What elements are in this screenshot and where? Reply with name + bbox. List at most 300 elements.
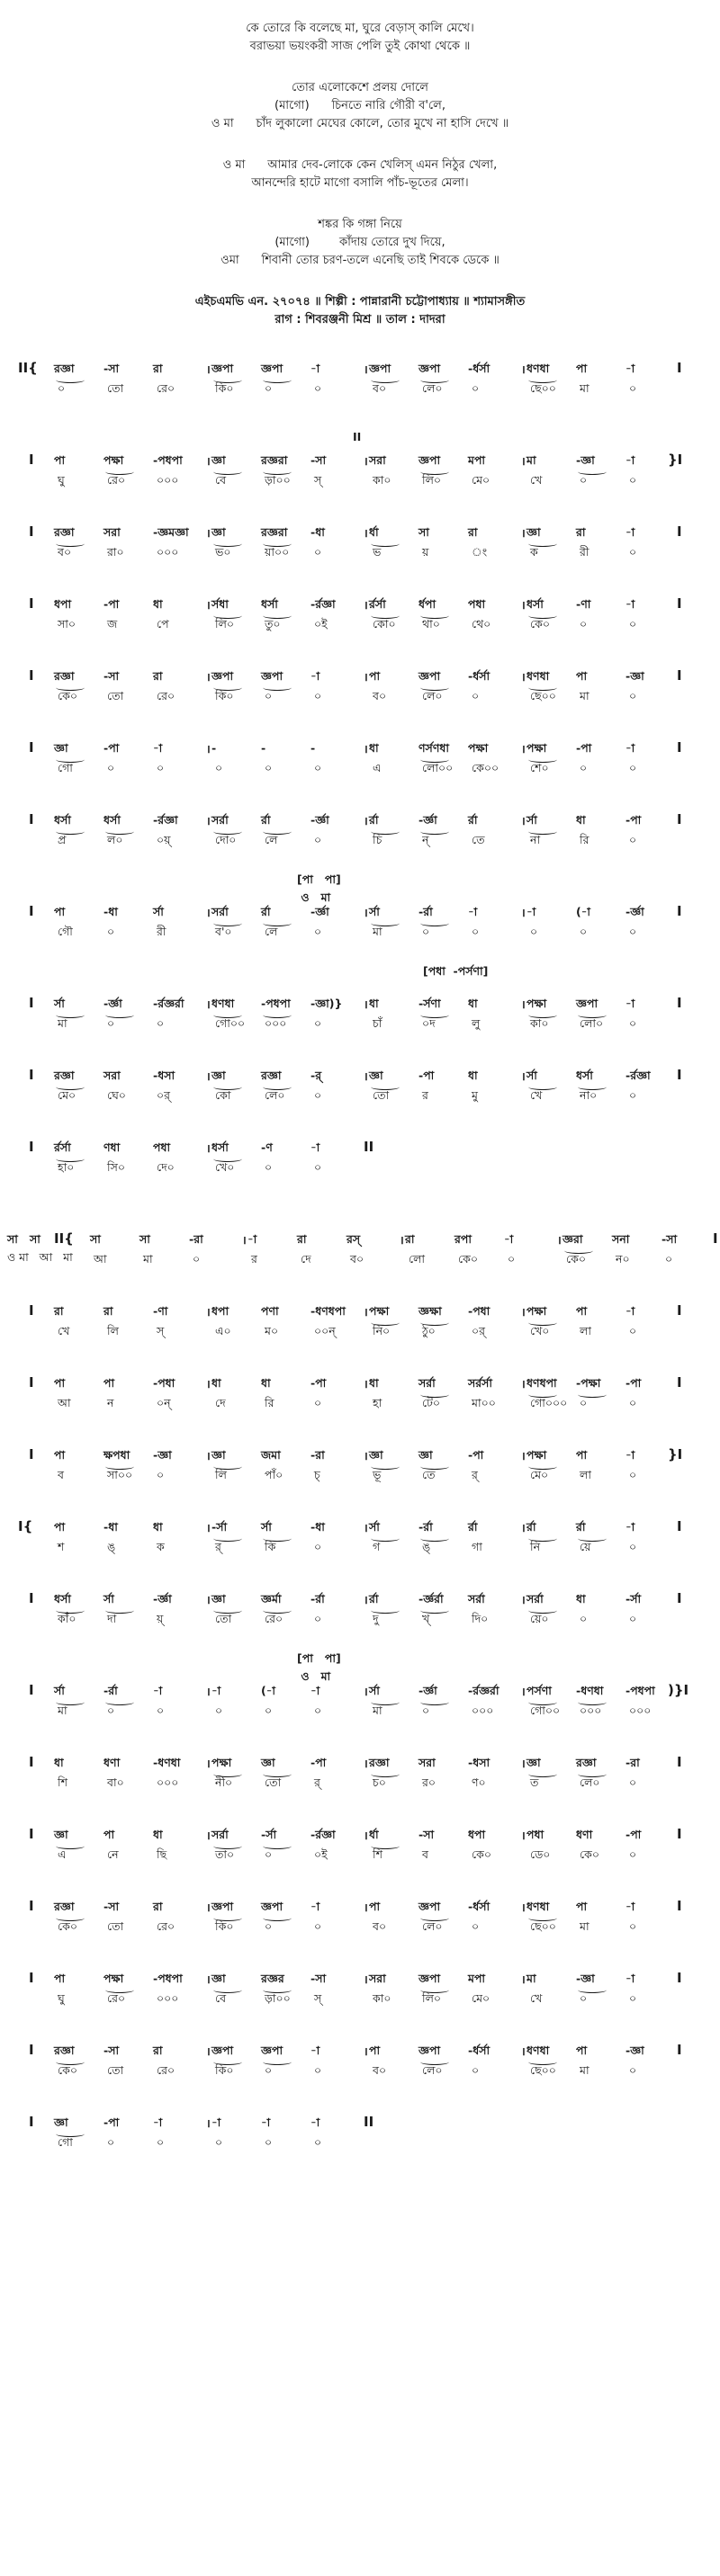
syllable-cell: রী bbox=[157, 925, 166, 938]
swara-cell: জ্ঞপা bbox=[261, 2044, 284, 2057]
bar-line: । bbox=[206, 598, 211, 612]
syllable-cell: ০ bbox=[629, 1396, 637, 1409]
swara-cell: র্সা bbox=[54, 1684, 65, 1697]
notation-system bbox=[0, 1507, 720, 1579]
swara-cell: -পধপা bbox=[153, 1972, 183, 1985]
swara-cell: পধা bbox=[153, 1140, 171, 1154]
syllable-row bbox=[0, 1160, 720, 1176]
swara-cell: -া bbox=[626, 362, 635, 375]
syllable-cell: জ bbox=[107, 617, 118, 631]
swara-cell: ধণধা bbox=[212, 997, 235, 1010]
swara-cell: ধা bbox=[369, 1376, 379, 1390]
swara-cell: র্রর্সা bbox=[369, 597, 386, 611]
swara-cell: র্রা bbox=[526, 1520, 536, 1534]
syllable-cell: মা bbox=[580, 2063, 590, 2077]
swara-cell: -র্ধর্সা bbox=[468, 2044, 490, 2057]
swara-cell: -ধসা bbox=[468, 1756, 490, 1769]
syllable-cell: কে০ bbox=[566, 1252, 586, 1266]
lyric-line: শঙ্কর কি গঙ্গা নিয়ে bbox=[318, 218, 402, 231]
bar-line: । bbox=[206, 1377, 211, 1391]
swara-cell: পক্ষা bbox=[104, 1972, 124, 1985]
swara-cell: ধা bbox=[468, 997, 478, 1010]
syllable-cell: তো bbox=[107, 2063, 124, 2077]
syllable-cell: গো bbox=[58, 2135, 73, 2149]
swara-cell: -র্জ্ঞা bbox=[310, 905, 329, 918]
syllable-cell: ঘে০ bbox=[107, 1088, 126, 1102]
swara-cell: -র্রা bbox=[418, 905, 433, 918]
syllable-cell: ০ bbox=[215, 761, 223, 774]
swara-cell: -া bbox=[626, 1520, 635, 1534]
bar-line: । bbox=[364, 670, 368, 684]
bar-line: I bbox=[29, 739, 34, 756]
syllable-cell: খে bbox=[58, 1324, 70, 1337]
syllable-row bbox=[0, 1847, 720, 1864]
lyric-stanza bbox=[0, 79, 720, 133]
swara-row bbox=[0, 1376, 720, 1392]
swara-cell: ধর্সা bbox=[54, 813, 71, 827]
syllable-cell: ০ bbox=[314, 833, 322, 846]
syllable-cell: চ০ bbox=[373, 1775, 386, 1789]
swara-cell: -জ্ঞমজ্ঞা bbox=[153, 525, 189, 539]
bar-line: I bbox=[677, 995, 682, 1011]
lyric-line: ও মা চাঁদ লুকালো মেঘের কোলে, তোর মুখে না হাসি দেখে ॥ bbox=[211, 117, 509, 130]
syllable-cell: ০ bbox=[314, 381, 322, 395]
syllable-cell: লি০ bbox=[215, 617, 235, 631]
swara-cell: (-া bbox=[576, 905, 591, 918]
syllable-cell: মা bbox=[580, 381, 590, 395]
swara-cell: জ্ঞা bbox=[212, 1972, 226, 1985]
syllable-cell: ০০০ bbox=[265, 1016, 287, 1030]
swara-cell: -র্ধর্সা bbox=[468, 669, 490, 683]
bar-line: । bbox=[206, 1521, 211, 1534]
bar-line: । bbox=[206, 2044, 211, 2058]
swara-cell: -পধপা bbox=[153, 453, 183, 467]
syllable-cell: ল০ bbox=[107, 833, 123, 846]
swara-cell: জ্ঞপা bbox=[418, 362, 441, 375]
syllable-cell: দো০ bbox=[215, 833, 237, 846]
swara-cell: -পধপা bbox=[626, 1684, 655, 1697]
bar-line: I bbox=[29, 903, 34, 919]
syllable-cell: ০ bbox=[314, 2135, 322, 2149]
notation-system bbox=[0, 349, 720, 421]
syllable-cell: লি bbox=[215, 1468, 227, 1481]
swara-row bbox=[0, 1304, 720, 1320]
swara-cell: সর্রর্সা bbox=[468, 1376, 493, 1390]
bar-line: । bbox=[206, 670, 211, 684]
swara-cell: ধর্সা bbox=[212, 1140, 229, 1154]
swara-cell: - bbox=[212, 741, 217, 755]
syllable-cell: গা bbox=[472, 1540, 482, 1553]
swara-cell: জ্ঞর্মা bbox=[261, 1592, 282, 1606]
swara-cell: র্সা bbox=[369, 1684, 380, 1697]
swara-cell: -সা bbox=[104, 362, 120, 375]
swara-cell: ধা bbox=[153, 597, 163, 611]
swara-cell: রজ্ঞা bbox=[54, 362, 75, 375]
bar-line: I bbox=[677, 595, 682, 612]
syllable-cell: ক bbox=[530, 545, 538, 559]
bar-line: । bbox=[364, 2044, 368, 2058]
syllable-row bbox=[0, 1016, 720, 1033]
syllable-cell: ০ bbox=[472, 381, 480, 395]
bar-line: । bbox=[206, 1069, 211, 1083]
syllable-cell: ০ bbox=[107, 1016, 115, 1030]
syllable-cell: ব'০ bbox=[215, 925, 232, 938]
swara-cell: রজ্ঞা bbox=[54, 669, 75, 683]
syllable-cell: কো০ bbox=[373, 617, 396, 631]
swara-cell: জ্ঞপা bbox=[418, 669, 441, 683]
swara-cell: -র্রা bbox=[310, 1592, 325, 1606]
swara-cell: জ্ঞপা bbox=[369, 362, 392, 375]
lyric-line: ওমা শিবানী তোর চরণ-তলে এনেছি তাই শিবকে ডেকে ॥ bbox=[220, 254, 500, 267]
swara-cell: ধা bbox=[576, 813, 586, 827]
swara-cell: জ্ঞপা bbox=[418, 453, 441, 467]
syllable-cell: ০ bbox=[265, 1160, 273, 1174]
syllable-cell: ০ bbox=[422, 1704, 430, 1717]
swara-cell: -র্জ্ঞা bbox=[310, 813, 329, 827]
swara-cell: র্সা bbox=[369, 905, 380, 918]
syllable-cell: ০ bbox=[265, 761, 273, 774]
bar-line: । bbox=[521, 526, 526, 540]
bar-line: II{ bbox=[18, 360, 38, 376]
syllable-cell: না bbox=[530, 833, 541, 846]
notation-system bbox=[0, 964, 720, 1056]
syllable-cell: লো bbox=[409, 1252, 426, 1266]
swara-cell: পা bbox=[54, 905, 66, 918]
swara-cell: রা bbox=[153, 669, 163, 683]
syllable-cell: কি০ bbox=[215, 381, 234, 395]
bar-line: । bbox=[557, 1233, 562, 1247]
swara-cell: -রা bbox=[310, 1448, 325, 1462]
swara-cell: জ্ঞা bbox=[212, 525, 226, 539]
swara-cell: (-া bbox=[261, 1684, 276, 1697]
bar-line: I bbox=[29, 1374, 34, 1391]
swara-cell: জ্ঞা bbox=[212, 1448, 226, 1462]
syllable-cell: য়ে bbox=[580, 1540, 591, 1553]
notation-system bbox=[0, 1364, 720, 1436]
bar-line: । bbox=[206, 526, 211, 540]
swara-cell: ণর্সণধা bbox=[418, 741, 450, 755]
syllable-cell: ০ bbox=[508, 1252, 516, 1266]
notation-system bbox=[0, 1887, 720, 1959]
bar-line: । bbox=[521, 1901, 526, 1914]
swara-cell: জ্ঞপা bbox=[418, 1972, 441, 1985]
syllable-cell: র্ bbox=[314, 1775, 320, 1789]
swara-cell: -জ্ঞা bbox=[576, 1972, 595, 1985]
syllable-cell: লে০ bbox=[422, 689, 443, 702]
syllable-cell: খে bbox=[530, 473, 543, 487]
bar-line: }I bbox=[668, 452, 683, 468]
syllable-cell: মা bbox=[58, 1704, 68, 1717]
syllable-cell: ০০০ bbox=[580, 1704, 602, 1717]
swara-cell: সর্রা bbox=[212, 813, 229, 827]
swara-cell: সা bbox=[140, 1232, 150, 1246]
swara-row bbox=[0, 1900, 720, 1916]
swara-cell: ধণধা bbox=[526, 2044, 550, 2057]
syllable-cell: ছে০০ bbox=[530, 689, 556, 702]
syllable-row bbox=[0, 1540, 720, 1556]
swara-cell: জ্ঞা bbox=[212, 1592, 226, 1606]
swara-cell: জ্ঞা bbox=[54, 741, 68, 755]
bar-line: I bbox=[713, 1230, 718, 1247]
bar-line: I bbox=[677, 1518, 682, 1534]
swara-cell: ধপা bbox=[212, 1304, 230, 1318]
syllable-cell: স্ bbox=[314, 1991, 322, 2005]
bar-line: । bbox=[364, 1685, 368, 1698]
syllable-cell: লে০ bbox=[265, 1088, 285, 1102]
syllable-cell: কে০ bbox=[458, 1252, 478, 1266]
swara-cell: র্রা bbox=[261, 905, 271, 918]
syllable-cell: ব bbox=[58, 1468, 64, 1481]
notation-prefix: [পধা -পর্সণা] bbox=[423, 964, 489, 978]
syllable-cell: ক bbox=[157, 1540, 165, 1553]
syllable-cell: মু bbox=[472, 1088, 478, 1102]
swara-cell: -া bbox=[153, 1684, 163, 1697]
syllable-cell: তু০ bbox=[265, 617, 281, 631]
syllable-cell: টে০ bbox=[422, 1396, 441, 1409]
swara-cell: র্রা bbox=[369, 1592, 379, 1606]
syllable-cell: লি০ bbox=[422, 473, 442, 487]
swara-cell: জ্ঞপা bbox=[261, 362, 284, 375]
syllable-cell: ড়া০০ bbox=[265, 1991, 291, 2005]
bar-line: । bbox=[364, 362, 368, 376]
bar-line: । bbox=[364, 1901, 368, 1914]
bar-line: I bbox=[677, 2042, 682, 2058]
bar-line: । bbox=[206, 1972, 211, 1986]
syllable-cell: কা০ bbox=[373, 473, 392, 487]
bar-line: I bbox=[677, 1374, 682, 1391]
swara-cell: -র্সা bbox=[626, 1592, 642, 1606]
syllable-cell: ০য়্ bbox=[157, 833, 171, 846]
swara-row bbox=[0, 669, 720, 685]
swara-row bbox=[0, 1972, 720, 1988]
syllable-cell: কে০ bbox=[530, 617, 550, 631]
syllable-cell: তে bbox=[422, 1468, 436, 1481]
swara-cell: রজ্ঞা bbox=[54, 1900, 75, 1913]
bar-line: I bbox=[677, 1898, 682, 1914]
swara-cell: ধণা bbox=[576, 1828, 593, 1841]
syllable-cell: খে০ bbox=[530, 1324, 550, 1337]
swara-cell: -সা bbox=[418, 1828, 435, 1841]
swara-cell: জ্ঞা bbox=[369, 1069, 383, 1082]
swara-cell: -ধসা bbox=[153, 1069, 176, 1082]
syllable-cell: শি bbox=[373, 1847, 382, 1861]
swara-cell: -র্ধর্সা bbox=[468, 362, 490, 375]
syllable-cell: ০০০ bbox=[157, 1991, 179, 2005]
swara-cell: র্সা bbox=[526, 813, 537, 827]
swara-cell: ধা bbox=[369, 741, 379, 755]
notation-system bbox=[0, 1579, 720, 1651]
swara-cell: ধা bbox=[576, 1592, 586, 1606]
swara-cell: পা bbox=[576, 669, 588, 683]
bar-line: । bbox=[364, 742, 368, 756]
swara-cell: পা bbox=[54, 1520, 66, 1534]
syllable-cell: ০ bbox=[314, 1016, 322, 1030]
swara-cell: -র্সণা bbox=[418, 997, 441, 1010]
swara-cell: ধণধা bbox=[526, 362, 550, 375]
meta-line-raga: রাগ : শিবরঞ্জনী মিশ্র ॥ তাল : দাদরা bbox=[274, 313, 446, 326]
swara-cell: -া bbox=[310, 2115, 320, 2129]
syllable-cell: রে০ bbox=[157, 689, 176, 702]
bar-line: । bbox=[521, 1449, 526, 1462]
swara-cell: -া bbox=[261, 2115, 271, 2129]
swara-cell: -রা bbox=[626, 1756, 640, 1769]
bar-line: । bbox=[521, 1685, 526, 1698]
syllable-cell: কি০ bbox=[215, 689, 234, 702]
swara-cell: ধা bbox=[153, 1520, 163, 1534]
swara-cell: জ্ঞপা bbox=[576, 997, 598, 1010]
syllable-cell: খে bbox=[530, 1088, 543, 1102]
syllable-cell: ০ bbox=[314, 1540, 322, 1553]
syllable-cell: ছি bbox=[157, 1847, 167, 1861]
syllable-cell: রী bbox=[580, 545, 590, 559]
swara-cell: -ধণধা bbox=[153, 1756, 181, 1769]
swara-cell: পক্ষা bbox=[104, 453, 124, 467]
syllable-cell: লা bbox=[580, 1324, 591, 1337]
bar-line: I bbox=[677, 1067, 682, 1083]
swara-cell: -া bbox=[212, 1684, 221, 1697]
bar-line: I bbox=[29, 1970, 34, 1986]
lyrics-block bbox=[0, 0, 720, 270]
syllable-cell: ০ bbox=[580, 1991, 588, 2005]
swara-cell: -র্জ্ঞা bbox=[626, 905, 644, 918]
swara-row bbox=[0, 1448, 720, 1464]
syllable-cell: ০ bbox=[314, 2063, 322, 2077]
bar-line: । bbox=[206, 1829, 211, 1842]
notation-prefix: II bbox=[353, 430, 362, 443]
syllable-cell: ব০ bbox=[58, 545, 72, 559]
syllable-row bbox=[0, 473, 720, 489]
swara-cell: রা bbox=[468, 525, 478, 539]
swara-cell: -া bbox=[153, 741, 163, 755]
syllable-cell: আ bbox=[94, 1252, 107, 1266]
syllable-cell: লা bbox=[580, 1468, 591, 1481]
syllable-cell: ০০ন্ bbox=[314, 1324, 336, 1337]
swara-row bbox=[0, 1592, 720, 1608]
swara-cell: -া bbox=[468, 905, 478, 918]
syllable-cell: শি bbox=[58, 1775, 68, 1789]
bar-line: । bbox=[206, 814, 211, 827]
swara-cell: -সা bbox=[662, 1232, 678, 1246]
swara-cell: -র্রজ্ঞা bbox=[310, 1828, 336, 1841]
syllable-cell: কে০ bbox=[580, 1847, 599, 1861]
syllable-cell: মে০ bbox=[472, 1991, 490, 2005]
bar-line: I bbox=[677, 523, 682, 540]
bar-line: । bbox=[521, 997, 526, 1011]
syllable-cell: মা bbox=[373, 925, 382, 938]
swara-cell: -া bbox=[626, 525, 635, 539]
swara-cell: -পা bbox=[104, 2115, 120, 2129]
swara-cell: -পা bbox=[310, 1376, 327, 1390]
syllable-cell: শে০ bbox=[530, 761, 549, 774]
syllable-cell: ব০ bbox=[373, 381, 387, 395]
swara-cell: রজ্ঞা bbox=[54, 1069, 75, 1082]
swara-cell: পর্সণা bbox=[526, 1684, 552, 1697]
swara-cell: -রা bbox=[189, 1232, 203, 1246]
swara-cell: র্রা bbox=[468, 813, 478, 827]
swara-cell: সরা bbox=[104, 525, 121, 539]
syllable-cell: গো০০ bbox=[215, 1016, 246, 1030]
swara-cell: পা bbox=[369, 2044, 381, 2057]
syllable-cell: কে০ bbox=[58, 1919, 77, 1933]
bar-line: । bbox=[364, 1521, 368, 1534]
swara-cell: জ্ঞা bbox=[418, 1448, 433, 1462]
bar-line: I bbox=[677, 1590, 682, 1606]
notation-system bbox=[0, 1220, 720, 1292]
swara-cell: ধপা bbox=[54, 597, 72, 611]
swara-cell: জমা bbox=[261, 1448, 281, 1462]
swara-row bbox=[0, 1140, 720, 1157]
swara-cell: রা bbox=[54, 1304, 64, 1318]
swara-cell: ধা bbox=[261, 1376, 271, 1390]
syllable-cell: ০ই bbox=[314, 617, 328, 631]
syllable-cell: ঘু bbox=[58, 1991, 65, 2005]
bar-line: I bbox=[677, 667, 682, 684]
swara-cell: -পা bbox=[418, 1069, 435, 1082]
syllable-cell: নি bbox=[530, 1540, 541, 1553]
swara-cell: -র্জ্ঞা bbox=[104, 997, 122, 1010]
notation-block bbox=[0, 349, 720, 2175]
bar-line: । bbox=[364, 1757, 368, 1770]
swara-cell: পক্ষা bbox=[369, 1304, 390, 1318]
swara-cell: -া bbox=[310, 362, 320, 375]
swara-cell: -া bbox=[153, 2115, 163, 2129]
bar-line: I bbox=[29, 452, 34, 468]
syllable-cell: দু bbox=[373, 1612, 379, 1625]
syllable-cell: বে bbox=[215, 1991, 227, 2005]
swara-cell: -র্রা bbox=[418, 1520, 433, 1534]
syllable-cell: ০ bbox=[665, 1252, 673, 1266]
bar-line: । bbox=[521, 1377, 526, 1391]
syllable-cell: ০ bbox=[107, 1704, 115, 1717]
bar-line: I bbox=[677, 739, 682, 756]
swara-cell: -ণা bbox=[153, 1304, 168, 1318]
syllable-cell: দে bbox=[215, 1396, 226, 1409]
swara-cell: -া bbox=[310, 1140, 320, 1154]
swara-cell: ধপা bbox=[468, 1828, 486, 1841]
swara-cell: রজ্ঞরা bbox=[261, 525, 288, 539]
swara-cell: মপা bbox=[468, 1972, 486, 1985]
notation-system bbox=[0, 2031, 720, 2103]
swara-cell: -জ্ঞা bbox=[576, 453, 595, 467]
swara-cell: জ্ঞা bbox=[54, 1828, 68, 1841]
syllable-row bbox=[0, 689, 720, 705]
bar-line: । bbox=[364, 1972, 368, 1986]
swara-cell: -া bbox=[310, 1684, 320, 1697]
syllable-cell: ০ bbox=[629, 689, 637, 702]
bar-line: I bbox=[677, 811, 682, 827]
syllable-cell: রে০ bbox=[107, 1991, 126, 2005]
swara-cell: পধা bbox=[468, 597, 486, 611]
swara-cell: ধর্সা bbox=[261, 597, 278, 611]
swara-cell: পক্ষা bbox=[526, 997, 547, 1010]
syllable-cell: ০ bbox=[629, 545, 637, 559]
syllable-cell: ০ই bbox=[314, 1847, 328, 1861]
swara-row bbox=[0, 997, 720, 1013]
bar-line: । bbox=[364, 454, 368, 468]
syllable-cell: ০ bbox=[629, 1991, 637, 2005]
swara-cell: রা bbox=[405, 1232, 415, 1246]
syllable-cell: নে bbox=[107, 1847, 119, 1861]
bar-line: I bbox=[29, 1446, 34, 1462]
swara-cell: -ণা bbox=[576, 597, 591, 611]
swara-cell: পা bbox=[369, 1900, 381, 1913]
syllable-cell: আ bbox=[58, 1396, 71, 1409]
syllable-cell: লু bbox=[472, 1016, 481, 1030]
syllable-cell: মা bbox=[58, 1016, 68, 1030]
syllable-cell: ০ bbox=[629, 2063, 637, 2077]
bar-line: । bbox=[364, 1305, 368, 1319]
syllable-cell: ০ bbox=[629, 617, 637, 631]
